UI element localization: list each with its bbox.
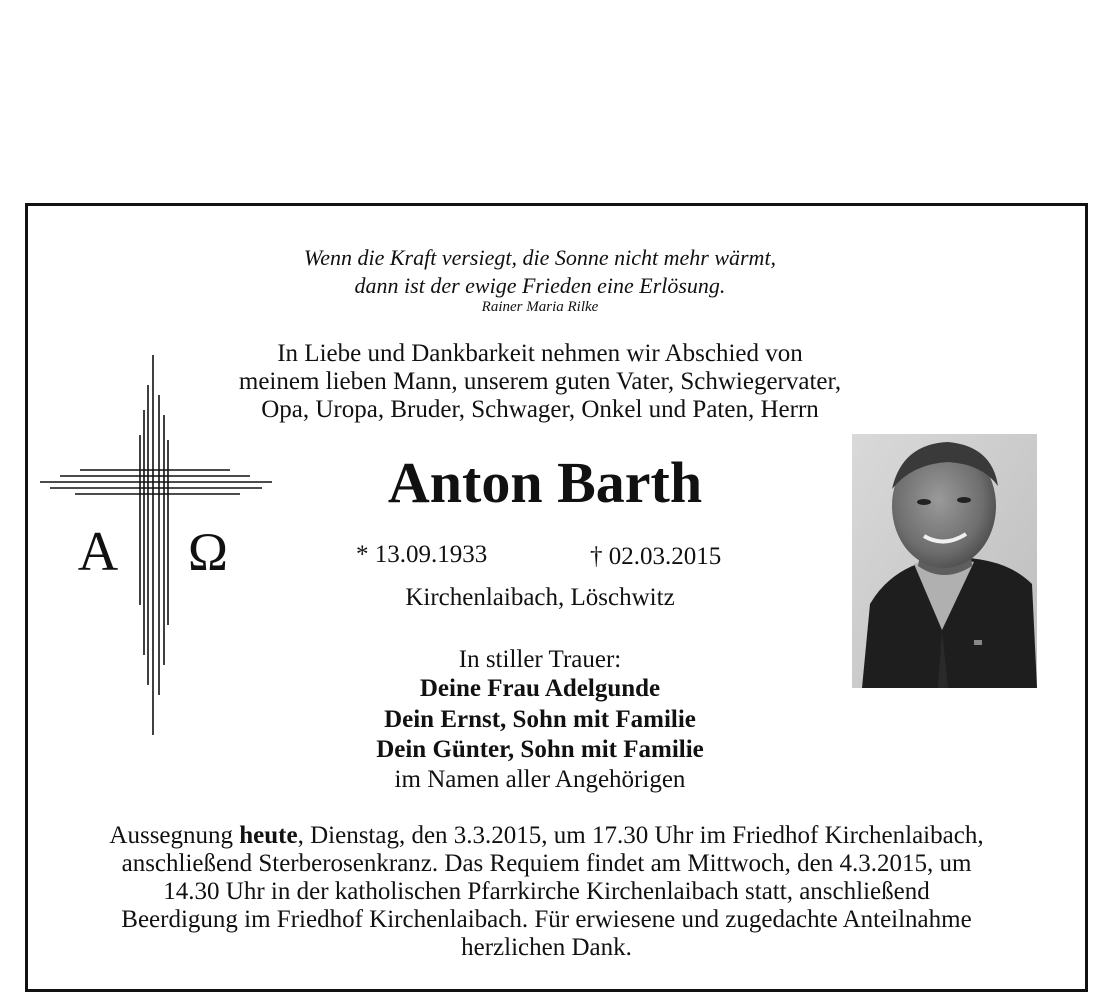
intro-line-2: meinem lieben Mann, unserem guten Vater, Schwiegervater, — [238, 368, 842, 395]
ceremony-today: heute — [239, 822, 298, 849]
ceremony-line-5: herzlichen Dank. — [461, 934, 632, 961]
ceremony-line-2: anschließend Sterberosenkranz. Das Requiem findet am Mittwoch, den 4.3.2015, um — [121, 850, 972, 877]
birth-date: * 13.09.1933 — [356, 541, 488, 568]
deceased-name: Anton Barth — [387, 450, 703, 515]
places: Kirchenlaibach, Löschwitz — [405, 584, 675, 611]
mourners-closing: im Namen aller Angehörigen — [394, 766, 686, 793]
quote-author: Rainer Maria Rilke — [481, 299, 599, 315]
mourners-intro: In stiller Trauer: — [458, 646, 622, 673]
ceremony-line-4: Beerdigung im Friedhof Kirchenlaibach. Für erwiesene und zugedachte Anteilnahme — [121, 906, 972, 933]
mourner-1: Deine Frau Adelgunde — [419, 675, 661, 702]
alpha-symbol: A — [77, 521, 119, 583]
portrait-photo — [852, 434, 1037, 688]
omega-symbol: Ω — [187, 522, 229, 582]
ceremony-line-3: 14.30 Uhr in der katholischen Pfarrkirche Kirchenlaibach statt, anschließend — [163, 878, 930, 905]
intro-line-3: Opa, Uropa, Bruder, Schwager, Onkel und Paten, Herrn — [261, 396, 819, 423]
quote-line-2: dann ist der ewige Frieden eine Erlösung. — [354, 273, 726, 298]
death-date: † 02.03.2015 — [590, 543, 722, 570]
mourner-3: Dein Günter, Sohn mit Familie — [376, 736, 704, 763]
quote-line-1: Wenn die Kraft versiegt, die Sonne nicht mehr wärmt, — [303, 245, 777, 270]
ceremony-line-1: Aussegnung heute, Dienstag, den 3.3.2015, um 17.30 Uhr im Friedhof Kirchenlaibach, — [109, 822, 984, 849]
mourner-2: Dein Ernst, Sohn mit Familie — [384, 706, 696, 733]
intro-line-1: In Liebe und Dankbarkeit nehmen wir Abschied von — [277, 340, 803, 367]
cross-alpha-omega-icon — [40, 355, 280, 740]
